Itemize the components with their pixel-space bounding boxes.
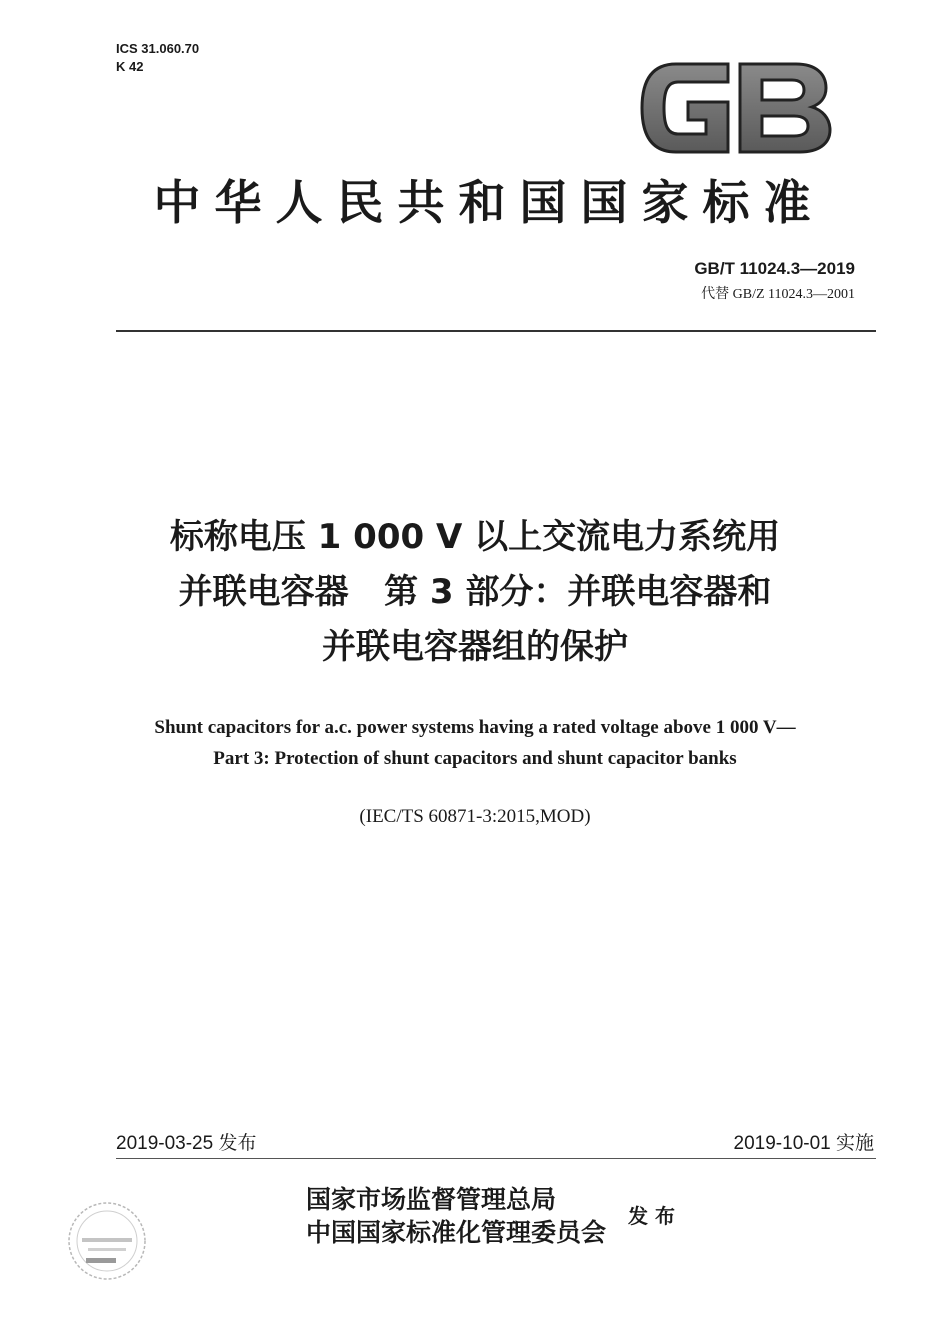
issued-label: 发 布	[628, 1204, 675, 1228]
national-standard-title: 中华人民共和国国家标准	[153, 176, 825, 231]
title-english-line2: Part 3: Protection of shunt capacitors and shunt capacitor banks	[213, 748, 737, 769]
issuer-2: 中国国家标准化管理委员会	[306, 1218, 607, 1247]
title-chinese	[0, 510, 950, 675]
title-chinese-line2: 并联电容器 第 3 部分：并联电容器和	[178, 572, 772, 612]
replaces-standard: 代替 GB/Z 11024.3—2001	[701, 287, 855, 302]
implementation-date: 2019-10-01 实施	[733, 1133, 874, 1154]
standard-number: GB/T 11024.3—2019	[694, 259, 855, 278]
issuing-authorities	[306, 1183, 606, 1249]
issue-date: 2019-03-25 发布	[116, 1133, 257, 1154]
issuer-1: 国家市场监督管理总局	[306, 1185, 557, 1214]
header-divider	[116, 330, 876, 332]
title-english	[0, 712, 950, 774]
category-code: K 42	[116, 59, 144, 74]
title-chinese-line1: 标称电压 1 000 V 以上交流电力系统用	[169, 517, 781, 557]
header-codes	[116, 40, 199, 76]
ics-code: ICS 31.060.70	[116, 41, 200, 56]
distribution-stamp-icon	[64, 1198, 150, 1284]
adoption-reference: (IEC/TS 60871-3:2015,MOD)	[359, 806, 591, 827]
title-english-line1: Shunt capacitors for a.c. power systems having a rated voltage above 1 000 V—	[154, 717, 796, 738]
title-chinese-line3: 并联电容器组的保护	[322, 627, 628, 667]
footer-divider	[116, 1158, 876, 1159]
gb-logo	[636, 58, 836, 158]
